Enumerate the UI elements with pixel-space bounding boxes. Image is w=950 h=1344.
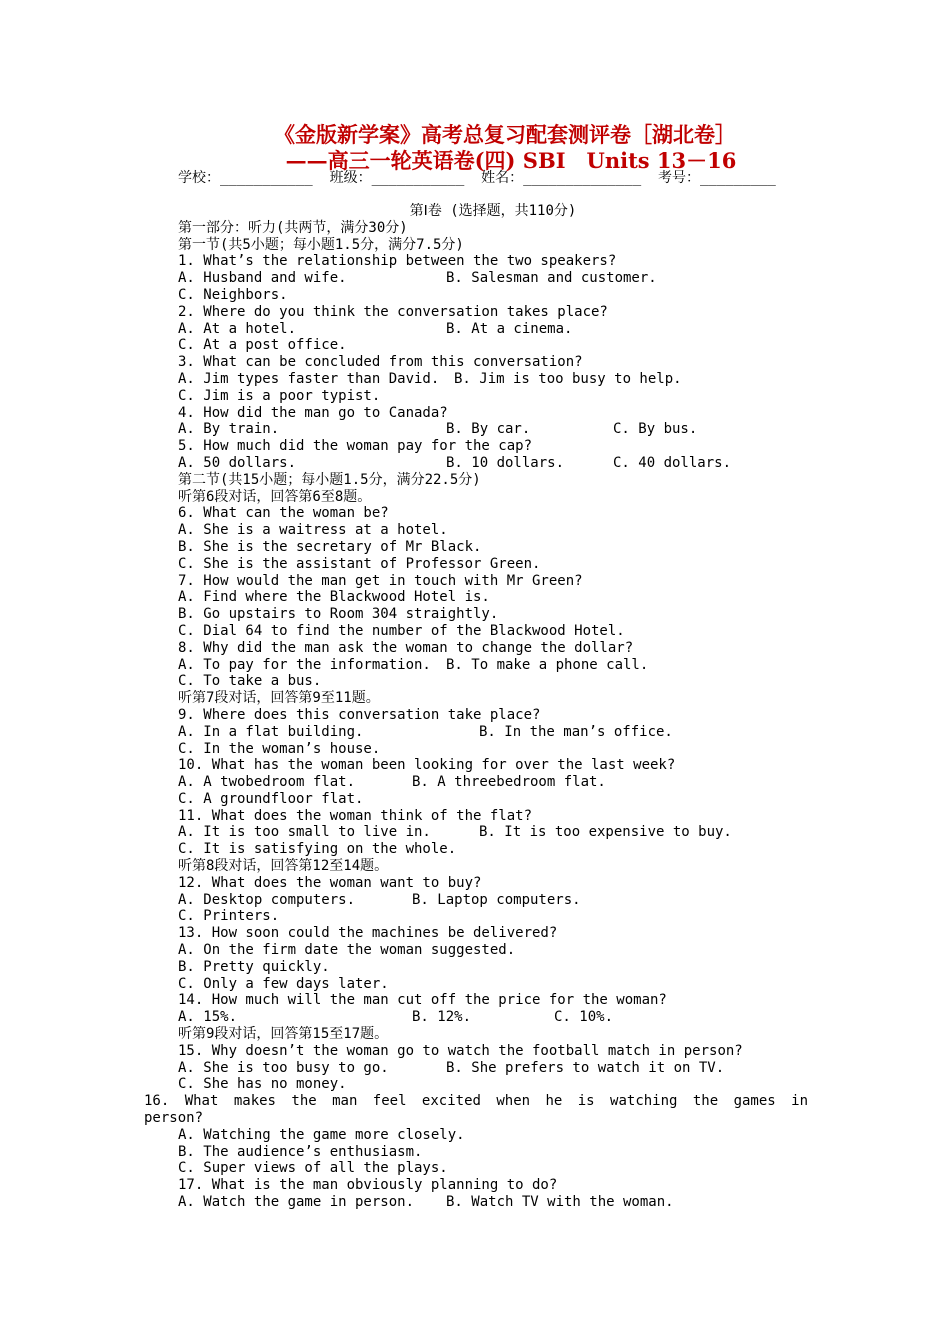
option-a: A. At a hotel. <box>178 320 297 337</box>
option-b: B. 10 dollars. <box>446 454 565 471</box>
question-7: 7. How would the man get in touch with Mr Green? <box>178 572 583 589</box>
option-a: A. It is too small to live in. <box>178 824 431 841</box>
option-c: C. Dial 64 to find the number of the Blackwood Hotel. <box>178 622 625 639</box>
section-two-heading: 第二节(共15小题；每小题1.5分，满分22.5分) <box>178 471 481 488</box>
option-b: B. It is too expensive to buy. <box>479 824 732 841</box>
option-a: A. Find where the Blackwood Hotel is. <box>178 589 490 606</box>
option-b: B. 12%. <box>412 1009 472 1026</box>
option-c: C. Only a few days later. <box>178 975 389 992</box>
option-c: C. Printers. <box>178 908 280 925</box>
dialog-instruction: 听第7段对话，回答第9至11题。 <box>178 690 380 707</box>
exam-body <box>144 203 808 1211</box>
option-b: B. Pretty quickly. <box>178 958 330 975</box>
option-b: B. A threebedroom flat. <box>412 774 606 791</box>
options-row <box>178 892 808 909</box>
option-b: B. Watch TV with the woman. <box>446 1194 674 1211</box>
question-10: 10. What has the woman been looking for over the last week? <box>178 757 676 774</box>
option-a: A. A twobedroom flat. <box>178 774 356 791</box>
question-4: 4. How did the man go to Canada? <box>178 404 448 421</box>
question-5: 5. How much did the woman pay for the cap? <box>178 438 533 455</box>
option-b: B. She is the secretary of Mr Black. <box>178 538 482 555</box>
options-row <box>178 1060 808 1077</box>
option-a: A. Watching the game more closely. <box>178 1126 465 1143</box>
options-row <box>178 1009 808 1026</box>
option-a: A. Jim types faster than David. <box>178 370 440 387</box>
options-row <box>178 270 808 287</box>
option-b: B. To make a phone call. <box>446 656 649 673</box>
options-row <box>178 1194 808 1211</box>
option-c: C. Super views of all the plays. <box>178 1160 448 1177</box>
option-c: C. She has no money. <box>178 1076 347 1093</box>
option-a: A. By train. <box>178 421 280 438</box>
options-row <box>178 371 808 388</box>
option-b: B. Laptop computers. <box>412 891 581 908</box>
options-row <box>178 824 808 841</box>
option-a: A. 15%. <box>178 1009 238 1026</box>
option-c: C. Neighbors. <box>178 286 288 303</box>
option-c: C. 10%. <box>554 1009 614 1026</box>
option-b: B. In the man’s office. <box>479 723 673 740</box>
section-heading: 第Ⅰ卷 (选择题，共110分) <box>409 203 577 219</box>
question-13: 13. How soon could the machines be delivered? <box>178 925 558 942</box>
option-a: A. She is a waitress at a hotel. <box>178 522 448 539</box>
option-c: C. At a post office. <box>178 337 347 354</box>
exam-subtitle: ——高三一轮英语卷(四) SBⅠ Units 13－16 <box>285 148 737 173</box>
option-a: A. Watch the game in person. <box>178 1194 415 1211</box>
question-3: 3. What can be concluded from this conversation? <box>178 354 583 371</box>
options-row <box>178 724 808 741</box>
dialog-instruction: 听第8段对话，回答第12至14题。 <box>178 858 389 875</box>
option-c: C. To take a bus. <box>178 673 322 690</box>
section-one-heading: 第一节(共5小题；每小题1.5分，满分7.5分) <box>178 236 464 253</box>
question-16: 16. What makes the man feel excited when he is watching the games in <box>144 1093 808 1110</box>
part-heading: 第一部分：听力(共两节，满分30分) <box>178 219 408 236</box>
options-row <box>178 657 808 674</box>
question-8: 8. Why did the man ask the woman to change the dollar? <box>178 639 634 656</box>
options-row <box>178 421 808 438</box>
option-a: A. To pay for the information. <box>178 656 431 673</box>
option-c: C. A groundfloor flat. <box>178 790 364 807</box>
options-row <box>178 774 808 791</box>
student-info-line: 学校：___________ 班级：___________ 姓名：______________ 考号：_________ <box>178 170 776 186</box>
dialog-instruction: 听第9段对话，回答第15至17题。 <box>178 1026 389 1043</box>
option-b: B. At a cinema. <box>446 320 573 337</box>
option-c: C. In the woman’s house. <box>178 740 381 757</box>
exam-title: 《金版新学案》高考总复习配套测评卷［湖北卷］ <box>274 122 736 147</box>
dialog-instruction: 听第6段对话，回答第6至8题。 <box>178 488 372 505</box>
option-c: C. 40 dollars. <box>613 454 732 471</box>
option-c: C. Jim is a poor typist. <box>178 387 381 404</box>
question-2: 2. Where do you think the conversation takes place? <box>178 303 608 320</box>
options-row <box>178 321 808 338</box>
option-a: A. 50 dollars. <box>178 454 297 471</box>
question-12: 12. What does the woman want to buy? <box>178 874 482 891</box>
option-b: B. The audience’s enthusiasm. <box>178 1143 423 1160</box>
option-a: A. Desktop computers. <box>178 891 356 908</box>
options-row <box>178 455 808 472</box>
question-6: 6. What can the woman be? <box>178 505 389 522</box>
option-a: A. She is too busy to go. <box>178 1059 389 1076</box>
question-1: 1. What’s the relationship between the two speakers? <box>178 253 617 270</box>
option-a: A. On the firm date the woman suggested. <box>178 942 516 959</box>
option-b: B. She prefers to watch it on TV. <box>446 1059 725 1076</box>
question-14: 14. How much will the man cut off the price for the woman? <box>178 992 667 1009</box>
option-b: B. Salesman and customer. <box>446 270 657 287</box>
option-b: B. Go upstairs to Room 304 straightly. <box>178 606 499 623</box>
option-b: B. By car. <box>446 421 531 438</box>
question-16-continued: person? <box>144 1110 204 1127</box>
question-17: 17. What is the man obviously planning to do? <box>178 1177 558 1194</box>
option-c: C. It is satisfying on the whole. <box>178 841 457 858</box>
option-b: B. Jim is too busy to help. <box>454 370 682 387</box>
option-a: A. Husband and wife. <box>178 270 347 287</box>
option-a: A. In a flat building. <box>178 723 364 740</box>
option-c: C. She is the assistant of Professor Green. <box>178 555 541 572</box>
question-11: 11. What does the woman think of the flat? <box>178 807 533 824</box>
question-15: 15. Why doesn’t the woman go to watch the football match in person? <box>178 1042 743 1059</box>
option-c: C. By bus. <box>613 421 698 438</box>
question-9: 9. Where does this conversation take place? <box>178 706 541 723</box>
